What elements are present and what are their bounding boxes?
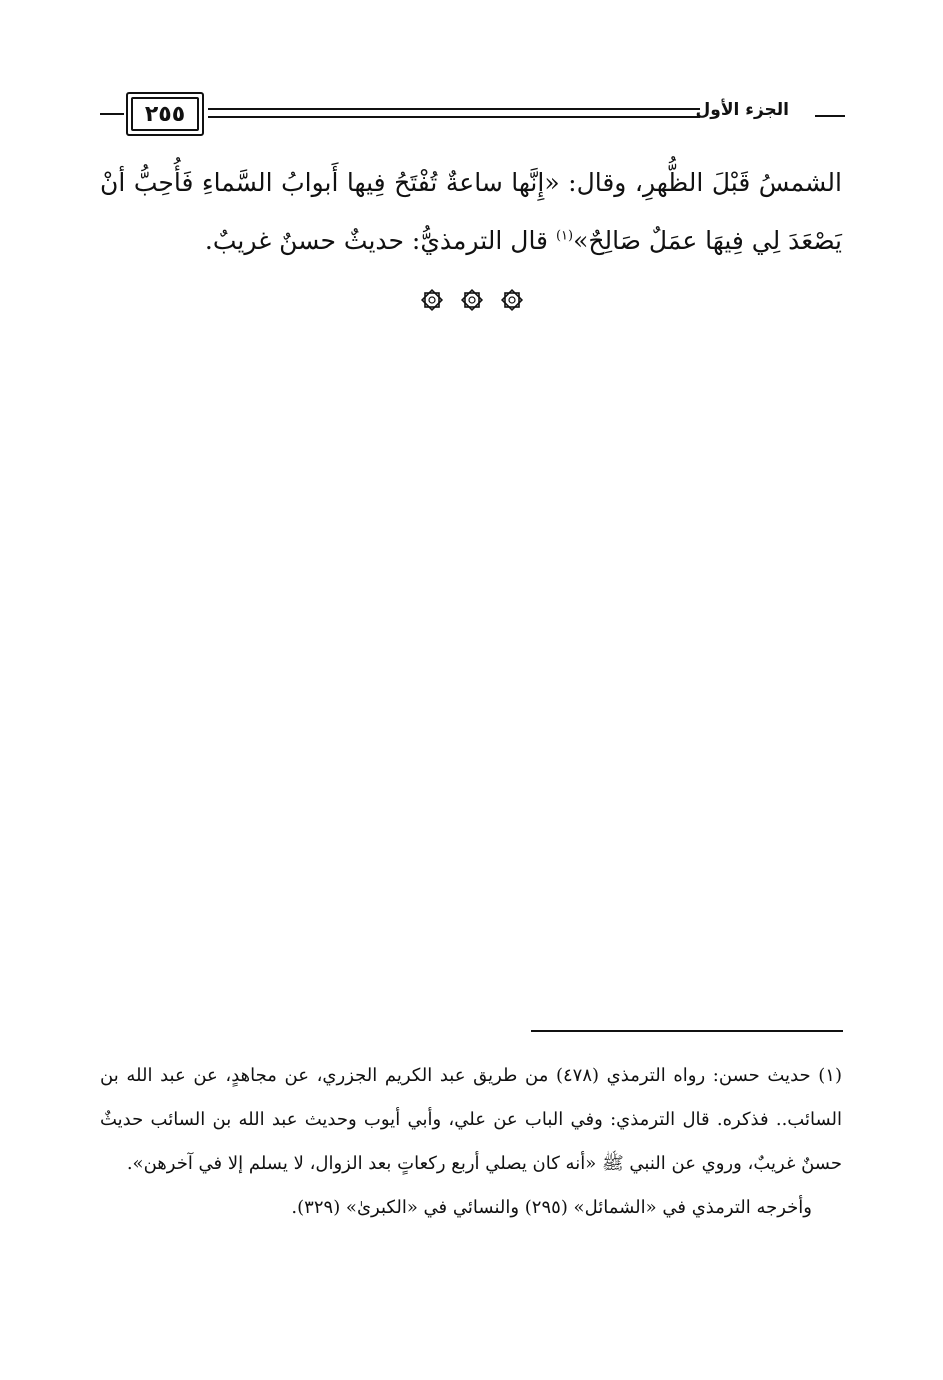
page-header [100, 92, 845, 142]
footnote-1-continuation: وأخرجه الترمذي في «الشمائل» (٢٩٥) والنسائي في «الكبرىٰ» (٣٢٩). [291, 1197, 812, 1218]
footnote-1: (١) حديث حسن: رواه الترمذي (٤٧٨) من طريق عبد الكريم الجزري، عن مجاهدٍ، عن عبد الله بن السائب.. فذكره. قال الترمذي: وفي الباب عن علي، وأبي أيوب وحديث عبد الله بن السائب حديثٌ حسنٌ غريبٌ، وروي عن النبي ﷺ «أنه كان يصلي أربع ركعاتٍ بعد الزوال، لا يسلم إلا في آخرهن». [100, 1065, 842, 1174]
header-rule-left [100, 113, 124, 115]
header-double-rule [208, 108, 700, 118]
page-number: ٢٥٥ [131, 97, 199, 131]
section-ornament [0, 288, 943, 312]
part-title: الجزء الأول [695, 100, 789, 120]
main-text [100, 154, 842, 270]
footnotes [100, 1054, 842, 1230]
footnote-reference: (١) [555, 228, 574, 244]
eight-pointed-star-icon [500, 288, 524, 312]
hadith-text: الشمسُ قَبْلَ الظُّهرِ، وقال: «إِنَّها ساعةٌ تُفْتَحُ فِيها أَبوابُ السَّماءِ فَأُحِبُّ أنْ يَصْعَدَ لِي فِيهَا عمَلٌ صَالِحٌ» [100, 168, 842, 255]
main-paragraph [100, 154, 842, 270]
tirmidhi-grading: قال الترمذيُّ: حديثٌ حسنٌ غريبٌ. [204, 226, 556, 255]
eight-pointed-star-icon [460, 288, 484, 312]
header-rule-right [815, 115, 845, 117]
page-number-frame [126, 92, 204, 136]
footnote-separator [531, 1030, 843, 1032]
eight-pointed-star-icon [420, 288, 444, 312]
